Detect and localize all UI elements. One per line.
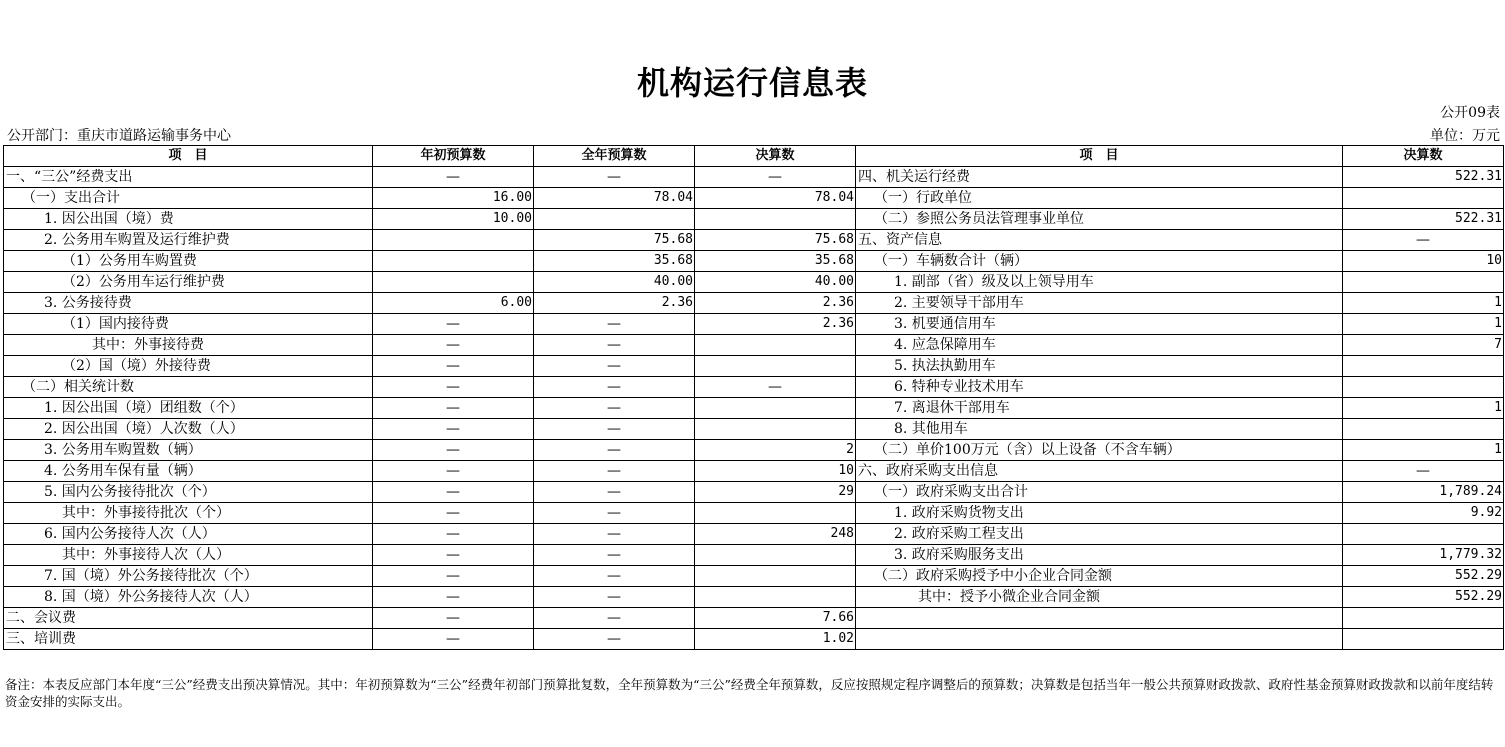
header-row — [4, 146, 1504, 167]
final-accounts-cell: 7.66 — [695, 608, 856, 629]
final-accounts-right-cell: 552.29 — [1343, 566, 1504, 587]
row-label: 一、“三公”经费支出 — [4, 167, 373, 188]
row-label-right: 四、机关运行经费 — [856, 167, 1343, 188]
initial-budget-cell: — — [373, 398, 534, 419]
full-year-budget-cell: 35.68 — [534, 251, 695, 272]
initial-budget-cell: — — [373, 545, 534, 566]
row-label: （1）国内接待费 — [4, 314, 373, 335]
table-row — [4, 398, 1504, 419]
row-label-right: （一）行政单位 — [856, 188, 1343, 209]
row-label: 4. 公务用车保有量（辆） — [4, 461, 373, 482]
full-year-budget-cell: 2.36 — [534, 293, 695, 314]
full-year-budget-cell: — — [534, 629, 695, 650]
table-row — [4, 335, 1504, 356]
initial-budget-cell — [373, 272, 534, 293]
final-accounts-cell — [695, 398, 856, 419]
initial-budget-cell: — — [373, 356, 534, 377]
final-accounts-right-cell — [1343, 629, 1504, 650]
full-year-budget-cell: — — [534, 440, 695, 461]
final-accounts-right-cell — [1343, 356, 1504, 377]
initial-budget-cell: — — [373, 482, 534, 503]
row-label: （2）公务用车运行维护费 — [4, 272, 373, 293]
final-accounts-cell — [695, 503, 856, 524]
table-row — [4, 503, 1504, 524]
final-accounts-right-cell — [1343, 188, 1504, 209]
row-label: （一）支出合计 — [4, 188, 373, 209]
initial-budget-cell: — — [373, 461, 534, 482]
final-accounts-right-cell: — — [1343, 461, 1504, 482]
final-accounts-right-cell: 552.29 — [1343, 587, 1504, 608]
initial-budget-cell: — — [373, 314, 534, 335]
row-label: 2. 公务用车购置及运行维护费 — [4, 230, 373, 251]
final-accounts-cell: 75.68 — [695, 230, 856, 251]
final-accounts-cell: 29 — [695, 482, 856, 503]
row-label: 其中：外事接待人次（人） — [4, 545, 373, 566]
row-label-right: 7. 离退休干部用车 — [856, 398, 1343, 419]
initial-budget-cell: — — [373, 167, 534, 188]
final-accounts-right-cell: 9.92 — [1343, 503, 1504, 524]
row-label-right: 2. 政府采购工程支出 — [856, 524, 1343, 545]
final-accounts-right-cell: 1,779.32 — [1343, 545, 1504, 566]
row-label-right: 1. 政府采购货物支出 — [856, 503, 1343, 524]
row-label-right: 六、政府采购支出信息 — [856, 461, 1343, 482]
final-accounts-right-cell: 1 — [1343, 314, 1504, 335]
row-label-right: 2. 主要领导干部用车 — [856, 293, 1343, 314]
full-year-budget-cell: — — [534, 167, 695, 188]
initial-budget-cell: — — [373, 629, 534, 650]
full-year-budget-cell: — — [534, 524, 695, 545]
table-row — [4, 188, 1504, 209]
final-accounts-cell: — — [695, 377, 856, 398]
table-row — [4, 209, 1504, 230]
final-accounts-right-cell: 522.31 — [1343, 209, 1504, 230]
final-accounts-cell — [695, 587, 856, 608]
row-label: 三、培训费 — [4, 629, 373, 650]
full-year-budget-cell: — — [534, 377, 695, 398]
final-accounts-cell: 2.36 — [695, 314, 856, 335]
initial-budget-cell: 16.00 — [373, 188, 534, 209]
final-accounts-cell: 35.68 — [695, 251, 856, 272]
full-year-budget-cell: — — [534, 482, 695, 503]
initial-budget-cell: 10.00 — [373, 209, 534, 230]
final-accounts-cell — [695, 209, 856, 230]
final-accounts-right-cell: — — [1343, 230, 1504, 251]
initial-budget-cell: — — [373, 608, 534, 629]
row-label: （二）相关统计数 — [4, 377, 373, 398]
row-label: 其中：外事接待费 — [4, 335, 373, 356]
final-accounts-right-cell — [1343, 524, 1504, 545]
table-row — [4, 314, 1504, 335]
row-label-right: （一）车辆数合计（辆） — [856, 251, 1343, 272]
header-item: 项 目 — [4, 146, 373, 167]
table-row — [4, 293, 1504, 314]
header-initial-budget: 年初预算数 — [373, 146, 534, 167]
table-row — [4, 566, 1504, 587]
table-row — [4, 230, 1504, 251]
initial-budget-cell — [373, 230, 534, 251]
full-year-budget-cell: 75.68 — [534, 230, 695, 251]
row-label: 3. 公务用车购置数（辆） — [4, 440, 373, 461]
row-label-right: （一）政府采购支出合计 — [856, 482, 1343, 503]
full-year-budget-cell: — — [534, 545, 695, 566]
row-label: 1. 因公出国（境）费 — [4, 209, 373, 230]
final-accounts-right-cell: 1 — [1343, 398, 1504, 419]
full-year-budget-cell — [534, 209, 695, 230]
row-label-right — [856, 608, 1343, 629]
footnote: 备注：本表反应部门本年度“三公”经费支出预决算情况。其中：年初预算数为“三公”经费年初部门预算批复数，全年预算数为“三公”经费全年预算数，反应按照规定程序调整后的预算数；决算数是包括当年一般公共预算财政拨款、政府性基金预算财政拨款和以前年度结转资金安排的实际支出。 — [5, 677, 1494, 709]
initial-budget-cell: — — [373, 440, 534, 461]
row-label: 3. 公务接待费 — [4, 293, 373, 314]
header-final-accounts: 决算数 — [695, 146, 856, 167]
final-accounts-cell: 40.00 — [695, 272, 856, 293]
initial-budget-cell — [373, 251, 534, 272]
table-row — [4, 377, 1504, 398]
page-title: 机构运行信息表 — [636, 64, 868, 102]
final-accounts-cell: 2.36 — [695, 293, 856, 314]
row-label: （1）公务用车购置费 — [4, 251, 373, 272]
full-year-budget-cell: — — [534, 587, 695, 608]
row-label-right: 五、资产信息 — [856, 230, 1343, 251]
row-label-right: 4. 应急保障用车 — [856, 335, 1343, 356]
table-row — [4, 524, 1504, 545]
table-row — [4, 629, 1504, 650]
row-label: 其中：外事接待批次（个） — [4, 503, 373, 524]
initial-budget-cell: — — [373, 524, 534, 545]
final-accounts-cell: 1.02 — [695, 629, 856, 650]
final-accounts-cell — [695, 356, 856, 377]
table-row — [4, 587, 1504, 608]
full-year-budget-cell: 78.04 — [534, 188, 695, 209]
row-label: 1. 因公出国（境）团组数（个） — [4, 398, 373, 419]
row-label: 2. 因公出国（境）人次数（人） — [4, 419, 373, 440]
table-row — [4, 482, 1504, 503]
row-label-right: 3. 机要通信用车 — [856, 314, 1343, 335]
table-row — [4, 608, 1504, 629]
initial-budget-cell: — — [373, 587, 534, 608]
row-label-right: （二）单价100万元（含）以上设备（不含车辆） — [856, 440, 1343, 461]
initial-budget-cell: — — [373, 566, 534, 587]
final-accounts-cell — [695, 566, 856, 587]
final-accounts-cell: 10 — [695, 461, 856, 482]
final-accounts-right-cell — [1343, 377, 1504, 398]
header-final-accounts-right: 决算数 — [1343, 146, 1504, 167]
row-label-right — [856, 629, 1343, 650]
table-body — [4, 167, 1504, 650]
initial-budget-cell: 6.00 — [373, 293, 534, 314]
final-accounts-cell: 78.04 — [695, 188, 856, 209]
row-label-right: 8. 其他用车 — [856, 419, 1343, 440]
table-row — [4, 419, 1504, 440]
row-label: 8. 国（境）外公务接待人次（人） — [4, 587, 373, 608]
form-number: 公开09表 — [1440, 105, 1500, 121]
header-full-year-budget: 全年预算数 — [534, 146, 695, 167]
table-row — [4, 167, 1504, 188]
row-label-right: 3. 政府采购服务支出 — [856, 545, 1343, 566]
final-accounts-cell: 248 — [695, 524, 856, 545]
initial-budget-cell: — — [373, 377, 534, 398]
full-year-budget-cell: — — [534, 419, 695, 440]
row-label: 二、会议费 — [4, 608, 373, 629]
full-year-budget-cell: — — [534, 608, 695, 629]
row-label: 6. 国内公务接待人次（人） — [4, 524, 373, 545]
initial-budget-cell: — — [373, 503, 534, 524]
row-label-right: （二）参照公务员法管理事业单位 — [856, 209, 1343, 230]
row-label: 5. 国内公务接待批次（个） — [4, 482, 373, 503]
final-accounts-right-cell: 10 — [1343, 251, 1504, 272]
final-accounts-right-cell: 7 — [1343, 335, 1504, 356]
table-row — [4, 272, 1504, 293]
full-year-budget-cell: — — [534, 398, 695, 419]
full-year-budget-cell: — — [534, 461, 695, 482]
row-label-right: 5. 执法执勤用车 — [856, 356, 1343, 377]
final-accounts-right-cell: 1 — [1343, 293, 1504, 314]
table-row — [4, 461, 1504, 482]
final-accounts-right-cell: 1,789.24 — [1343, 482, 1504, 503]
full-year-budget-cell: — — [534, 566, 695, 587]
row-label-right: 6. 特种专业技术用车 — [856, 377, 1343, 398]
final-accounts-cell — [695, 335, 856, 356]
initial-budget-cell: — — [373, 419, 534, 440]
department-label: 公开部门：重庆市道路运输事务中心 — [7, 128, 231, 144]
full-year-budget-cell: — — [534, 503, 695, 524]
table-row — [4, 440, 1504, 461]
full-year-budget-cell: — — [534, 335, 695, 356]
final-accounts-right-cell: 1 — [1343, 440, 1504, 461]
row-label: 7. 国（境）外公务接待批次（个） — [4, 566, 373, 587]
final-accounts-cell — [695, 419, 856, 440]
full-year-budget-cell: 40.00 — [534, 272, 695, 293]
row-label-right: （二）政府采购授予中小企业合同金额 — [856, 566, 1343, 587]
final-accounts-right-cell — [1343, 608, 1504, 629]
table-row — [4, 251, 1504, 272]
final-accounts-right-cell: 522.31 — [1343, 167, 1504, 188]
full-year-budget-cell: — — [534, 314, 695, 335]
final-accounts-cell — [695, 545, 856, 566]
final-accounts-right-cell — [1343, 419, 1504, 440]
table-row — [4, 545, 1504, 566]
header-item-right: 项 目 — [856, 146, 1343, 167]
row-label: （2）国（境）外接待费 — [4, 356, 373, 377]
final-accounts-cell: — — [695, 167, 856, 188]
final-accounts-cell: 2 — [695, 440, 856, 461]
final-accounts-right-cell — [1343, 272, 1504, 293]
full-year-budget-cell: — — [534, 356, 695, 377]
initial-budget-cell: — — [373, 335, 534, 356]
unit-label: 单位：万元 — [1430, 128, 1500, 144]
table-row — [4, 356, 1504, 377]
row-label-right: 1. 副部（省）级及以上领导用车 — [856, 272, 1343, 293]
institution-operation-table — [3, 145, 1504, 650]
row-label-right: 其中：授予小微企业合同金额 — [856, 587, 1343, 608]
